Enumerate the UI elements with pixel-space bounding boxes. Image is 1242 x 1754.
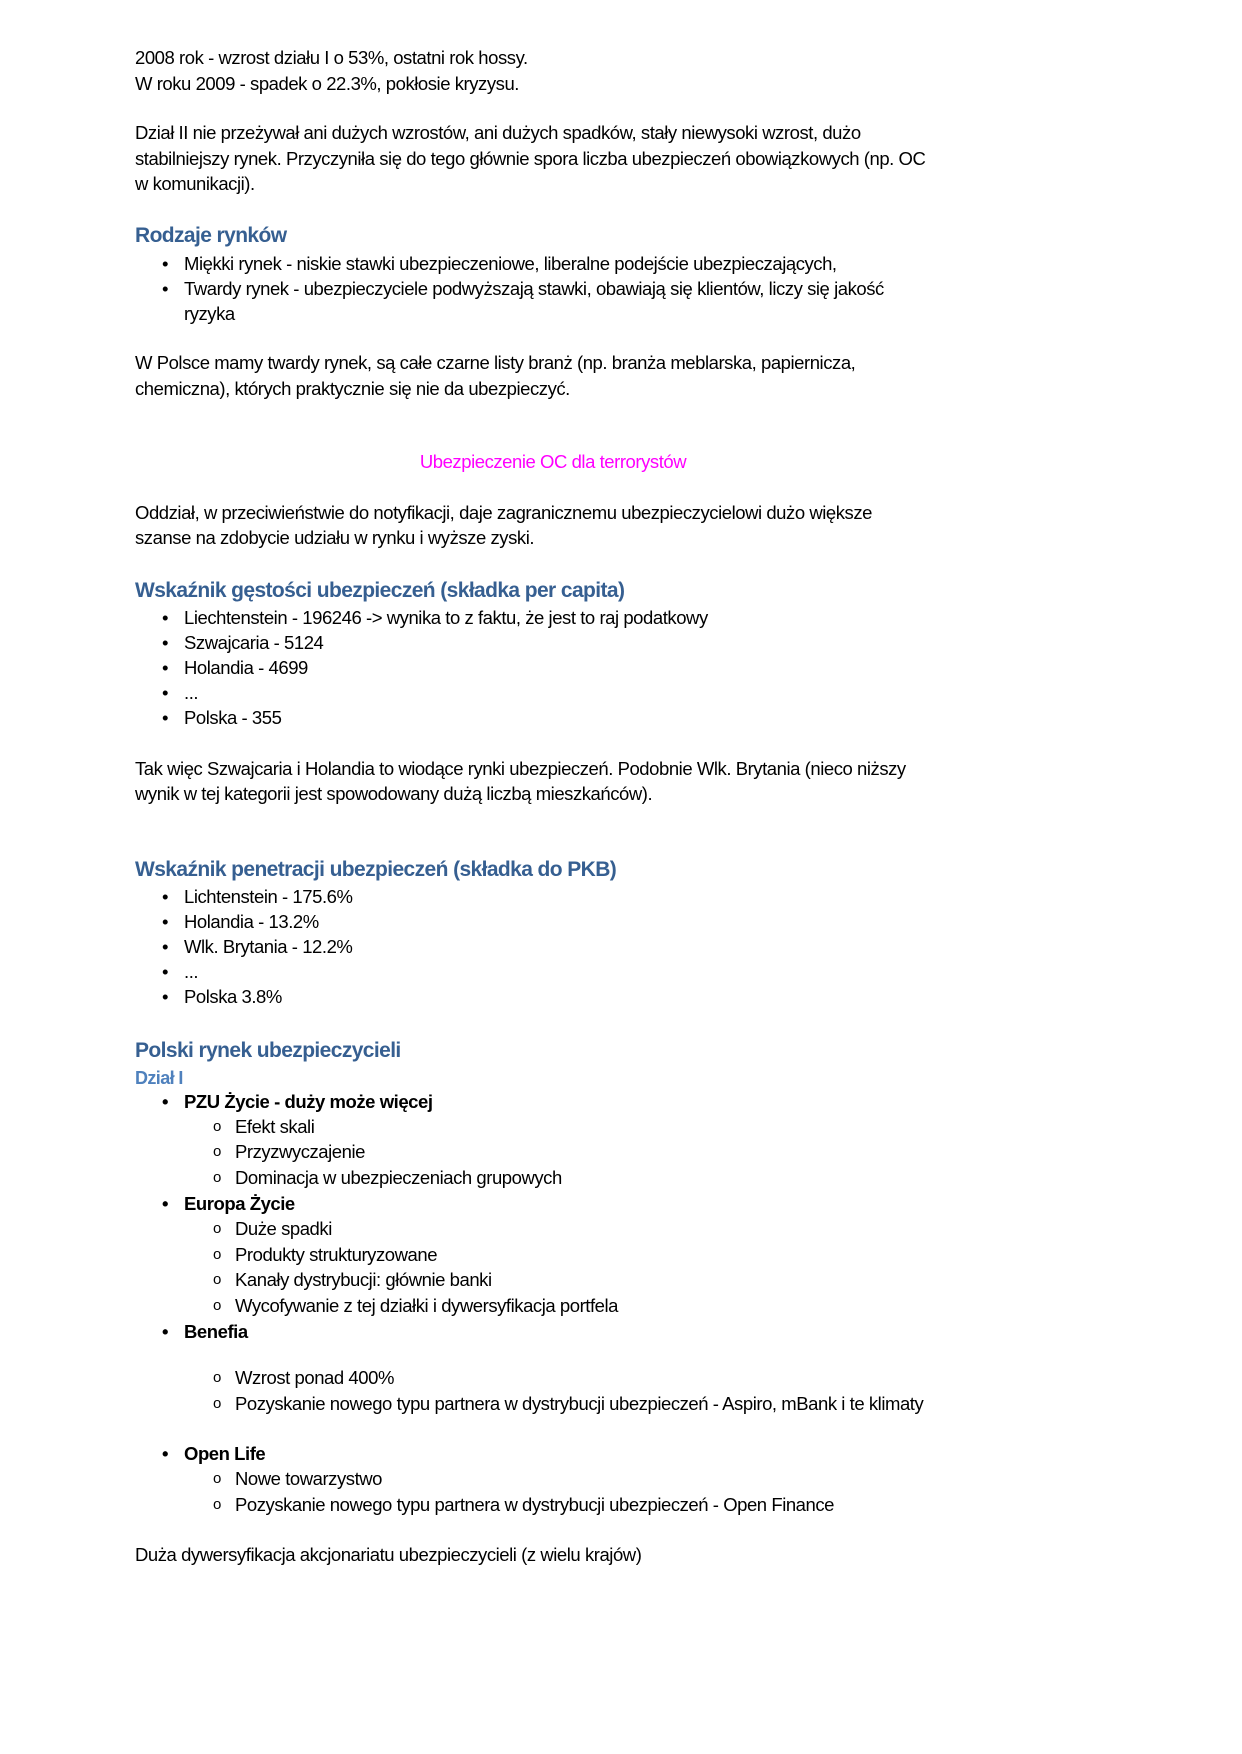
list-item: • Polska 3.8% bbox=[184, 984, 282, 1010]
list-item: • Twardy rynek - ubezpieczyciele podwyższają stawki, obawiają się klientów, liczy się jakość bbox=[184, 276, 884, 302]
list-item: • Polska - 355 bbox=[184, 705, 281, 731]
paragraph-line: stabilniejszy rynek. Przyczyniła się do tego głównie spora liczba ubezpieczeń obowiązkowych (np. OC bbox=[135, 148, 926, 169]
paragraph-line: chemiczna), których praktycznie się nie da ubezpieczyć. bbox=[135, 378, 570, 399]
sub-list-item: o Wycofywanie z tej działki i dywersyfikacja portfela bbox=[235, 1293, 618, 1319]
list-item: • Liechtenstein - 196246 -> wynika to z faktu, że jest to raj podatkowy bbox=[184, 605, 708, 631]
list-item-continuation: ryzyka bbox=[184, 303, 235, 324]
paragraph-line: Duża dywersyfikacja akcjonariatu ubezpieczycieli (z wielu krajów) bbox=[135, 1544, 642, 1565]
list-item: • ... bbox=[184, 680, 198, 706]
paragraph-line: Dział II nie przeżywał ani dużych wzrostów, ani dużych spadków, stały niewysoki wzrost, dużo bbox=[135, 122, 861, 143]
sub-list-item: o Pozyskanie nowego typu partnera w dystrybucji ubezpieczeń - Aspiro, mBank i te klimaty bbox=[235, 1391, 923, 1417]
paragraph-line: 2008 rok - wzrost działu I o 53%, ostatni rok hossy. bbox=[135, 47, 528, 68]
list-item: • Szwajcaria - 5124 bbox=[184, 630, 323, 656]
sub-list-item: o Nowe towarzystwo bbox=[235, 1466, 382, 1492]
paragraph-line: szanse na zdobycie udziału w rynku i wyższe zyski. bbox=[135, 527, 535, 548]
paragraph-line: W roku 2009 - spadek o 22.3%, pokłosie kryzysu. bbox=[135, 73, 519, 94]
paragraph-line: Tak więc Szwajcaria i Holandia to wiodące rynki ubezpieczeń. Podobnie Wlk. Brytania (nieco niższy bbox=[135, 758, 906, 779]
group-title: • Benefia bbox=[184, 1319, 248, 1345]
sub-list-item: o Kanały dystrybucji: głównie banki bbox=[235, 1267, 492, 1293]
list-item: • ... bbox=[184, 959, 198, 985]
group-title: • Europa Życie bbox=[184, 1191, 295, 1217]
sub-list-item: o Efekt skali bbox=[235, 1114, 314, 1140]
list-item: • Lichtenstein - 175.6% bbox=[184, 884, 352, 910]
sub-list-item: o Dominacja w ubezpieczeniach grupowych bbox=[235, 1165, 562, 1191]
list-item: • Wlk. Brytania - 12.2% bbox=[184, 934, 352, 960]
sub-list-item: o Wzrost ponad 400% bbox=[235, 1365, 394, 1391]
sub-list-item: o Produkty strukturyzowane bbox=[235, 1242, 437, 1268]
heading-gestosc: Wskaźnik gęstości ubezpieczeń (składka per capita) bbox=[135, 579, 625, 602]
paragraph-line: w komunikacji). bbox=[135, 173, 255, 194]
list-item: • Holandia - 4699 bbox=[184, 655, 308, 681]
heading-rodzaje-rynkow: Rodzaje rynków bbox=[135, 224, 287, 247]
paragraph-line: W Polsce mamy twardy rynek, są całe czarne listy branż (np. branża meblarska, papiernicza, bbox=[135, 352, 856, 373]
centered-title: Ubezpieczenie OC dla terrorystów bbox=[419, 451, 687, 472]
paragraph-line: wynik w tej kategorii jest spowodowany dużą liczbą mieszkańców). bbox=[135, 783, 653, 804]
group-title: • PZU Życie - duży może więcej bbox=[184, 1089, 433, 1115]
paragraph-line: Oddział, w przeciwieństwie do notyfikacji, daje zagranicznemu ubezpieczycielowi dużo większe bbox=[135, 502, 872, 523]
group-title: • Open Life bbox=[184, 1441, 265, 1467]
sub-list-item: o Przyzwyczajenie bbox=[235, 1139, 365, 1165]
subheading-dzial-1: Dział I bbox=[135, 1068, 183, 1088]
list-item: • Holandia - 13.2% bbox=[184, 909, 319, 935]
heading-polski-rynek: Polski rynek ubezpieczycieli bbox=[135, 1039, 401, 1062]
list-item: • Miękki rynek - niskie stawki ubezpieczeniowe, liberalne podejście ubezpieczających, bbox=[184, 251, 837, 277]
sub-list-item: o Duże spadki bbox=[235, 1216, 332, 1242]
sub-list-item: o Pozyskanie nowego typu partnera w dystrybucji ubezpieczeń - Open Finance bbox=[235, 1492, 834, 1518]
heading-penetracja: Wskaźnik penetracji ubezpieczeń (składka do PKB) bbox=[135, 858, 617, 881]
